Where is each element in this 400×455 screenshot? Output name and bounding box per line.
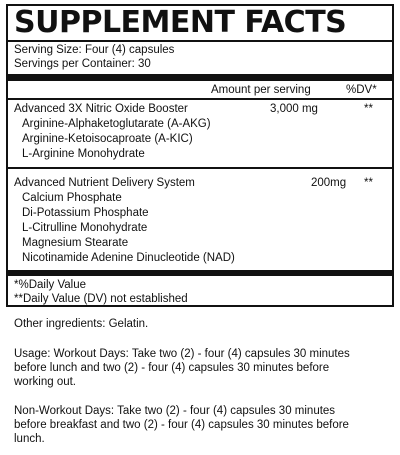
supplement-facts-panel <box>6 4 394 307</box>
ingredient: Arginine-Alphaketoglutarate (A-AKG) <box>22 118 211 130</box>
ingredient: L-Citrulline Monohydrate <box>22 222 148 234</box>
footnote: **Daily Value (DV) not established <box>14 293 188 305</box>
blend-dv: ** <box>364 103 373 115</box>
blend-dv: ** <box>364 177 373 189</box>
servings-per-container: Servings per Container: 30 <box>14 58 151 70</box>
dv-header: %DV* <box>346 84 377 96</box>
blend-amount: 200mg <box>311 177 347 189</box>
usage-line: Usage: Workout Days: Take two (2) - four (4) capsules 30 minutes <box>14 348 350 360</box>
blend-name: Advanced 3X Nitric Oxide Booster <box>14 103 188 115</box>
usage-line: working out. <box>14 376 77 388</box>
footnote: *%Daily Value <box>14 279 87 291</box>
other-ingredients: Other ingredients: Gelatin. <box>14 318 149 330</box>
ingredient: Nicotinamide Adenine Dinucleotide (NAD) <box>22 252 235 264</box>
ingredient: Calcium Phosphate <box>22 192 122 204</box>
serving-size: Serving Size: Four (4) capsules <box>14 44 175 56</box>
usage-line: before lunch and two (2) - four (4) capsules 30 minutes before <box>14 362 330 374</box>
title-divider <box>8 40 392 42</box>
blend-name: Advanced Nutrient Delivery System <box>14 177 195 189</box>
ingredient: Di-Potassium Phosphate <box>22 207 149 219</box>
thick-divider <box>8 74 392 81</box>
non-workout-line: Non-Workout Days: Take two (2) - four (4) capsules 30 minutes <box>14 405 336 417</box>
blend-divider <box>8 167 392 169</box>
panel-title: SUPPLEMENT FACTS <box>14 5 347 40</box>
thick-divider-bottom <box>8 270 392 276</box>
header-divider <box>8 98 392 100</box>
blend-amount: 3,000 mg <box>270 103 318 115</box>
non-workout-line: lunch. <box>14 433 45 445</box>
ingredient: L-Arginine Monohydrate <box>22 148 145 160</box>
non-workout-line: before breakfast and two (2) - four (4) capsules 30 minutes before <box>14 419 349 431</box>
ingredient: Magnesium Stearate <box>22 237 129 249</box>
ingredient: Arginine-Ketoisocaproate (A-KIC) <box>22 133 193 145</box>
amount-per-serving-header: Amount per serving <box>211 84 311 96</box>
